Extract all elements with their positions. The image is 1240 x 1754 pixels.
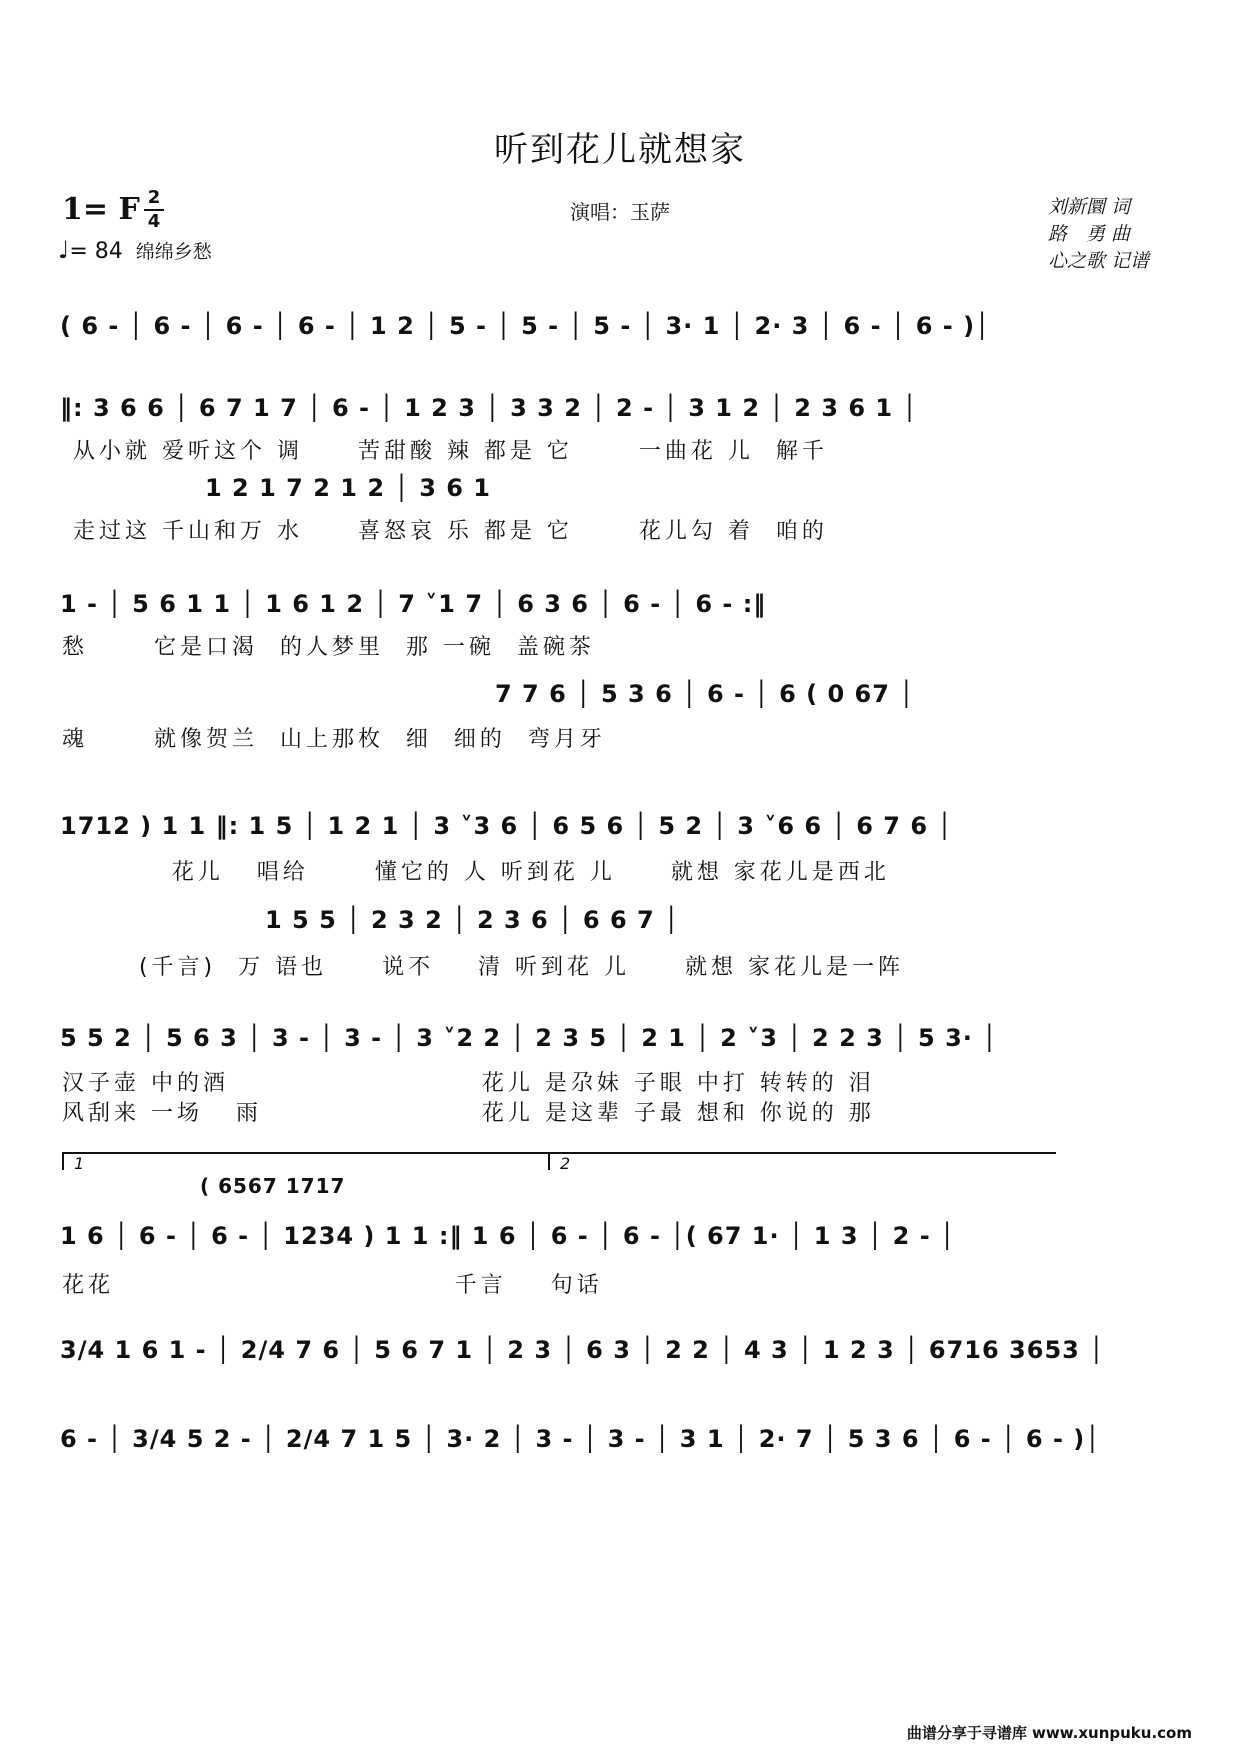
volta-number-2: 2 [560,1154,571,1173]
notation-row-4: 1712 ) 1 1 ‖: 1 5 │ 1 2 1 │ 3 ˅3 6 │ 6 5 6 │ 5 2 │ 3 ˅6 6 │ 6 7 6 │ [60,812,953,840]
lyric-line-9: 花花 千言 句话 [62,1273,603,1298]
volta-number-1: 1 [74,1154,85,1173]
notation-row-4-alt: 1 5 5 │ 2 3 2 │ 2 3 6 │ 6 6 7 │ [265,906,680,934]
volta-bracket-2 [548,1152,1056,1173]
credits-block [1048,194,1149,275]
lyric-line-3: 愁 它是口渴 的人梦里 那 一碗 盖碗茶 [62,635,595,660]
lyricist-credit: 刘新圜 词 [1048,196,1131,218]
tempo-marking [58,236,212,264]
lyric-line-2: 走过这 千山和万 水 喜怒哀 乐 都是 它 花儿勾 着 咱的 [62,519,828,544]
lyric-line-8: 风刮来 一场 雨 花儿 是这辈 子最 想和 你说的 那 [62,1101,875,1126]
notation-row-2: ‖: 3 6 6 │ 6 7 1 7 │ 6 - │ 1 2 3 │ 3 3 2 │ 2 - │ 3 1 2 │ 2 3 6 1 │ [60,394,918,422]
expression-text: 绵绵乡愁 [135,241,212,263]
volta-bracket-1 [62,1152,549,1173]
lyric-line-6: (千言) 万 语也 说不 清 听到花 儿 就想 家花儿是一阵 [62,955,904,980]
lyric-line-4: 魂 就像贺兰 山上那枚 细 细的 弯月牙 [62,727,606,752]
notation-row-1: ( 6 - │ 6 - │ 6 - │ 6 - │ 1 2 │ 5 - │ 5 - │ 5 - │ 3· 1 │ 2· 3 │ 6 - │ 6 - )│ [60,312,991,340]
grace-phrase: ( 6567 1717 [200,1174,346,1198]
meter-bottom: 4 [147,211,161,232]
lyric-line-1: 从小就 爱听这个 调 苦甜酸 辣 都是 它 一曲花 儿 解千 [62,439,828,464]
song-title: 听到花儿就想家 [494,130,746,170]
composer-credit: 路 勇 曲 [1048,223,1131,245]
transcriber-credit: 心之歌 记谱 [1048,250,1150,272]
notation-row-7: 3/4 1 6 1 - │ 2/4 7 6 │ 5 6 7 1 │ 2 3 │ 6 3 │ 2 2 │ 4 3 │ 1 2 3 │ 6716 3653 │ [60,1336,1105,1364]
key-signature: 1= F [62,192,140,227]
notation-row-6: 1 6 │ 6 - │ 6 - │ 1234 ) 1 1 :‖ 1 6 │ 6 - │ 6 - │( 67 1· │ 1 3 │ 2 - │ [60,1222,956,1250]
quarter-note-icon: ♩ [58,236,70,264]
notation-row-3: 1 - │ 5 6 1 1 │ 1 6 1 2 │ 7 ˅1 7 │ 6 3 6 │ 6 - │ 6 - :‖ [60,590,767,618]
lyric-line-7: 汉子壶 中的酒 花儿 是尕妹 子眼 中打 转转的 泪 [62,1071,875,1096]
notation-row-5: 5 5 2 │ 5 6 3 │ 3 - │ 3 - │ 3 ˅2 2 │ 2 3 5 │ 2 1 │ 2 ˅3 │ 2 2 3 │ 5 3· │ [60,1024,998,1052]
notation-row-3-alt: 7 7 6 │ 5 3 6 │ 6 - │ 6 ( 0 67 │ [495,680,915,708]
lyric-line-5: 花儿 唱给 懂它的 人 听到花 儿 就想 家花儿是西北 [62,860,890,885]
footer-watermark: 曲谱分享于寻谱库 www.xunpuku.com [906,1724,1192,1742]
notation-row-2-alt: 1 2 1 7 2 1 2 │ 3 6 1 [205,474,491,502]
notation-row-8: 6 - │ 3/4 5 2 - │ 2/4 7 1 5 │ 3· 2 │ 3 - │ 3 - │ 3 1 │ 2· 7 │ 5 3 6 │ 6 - │ 6 - )│ [60,1425,1101,1453]
meter-top: 2 [147,187,161,208]
tempo-value: = 84 [69,239,123,264]
singer-credit: 演唱：玉萨 [570,200,670,224]
